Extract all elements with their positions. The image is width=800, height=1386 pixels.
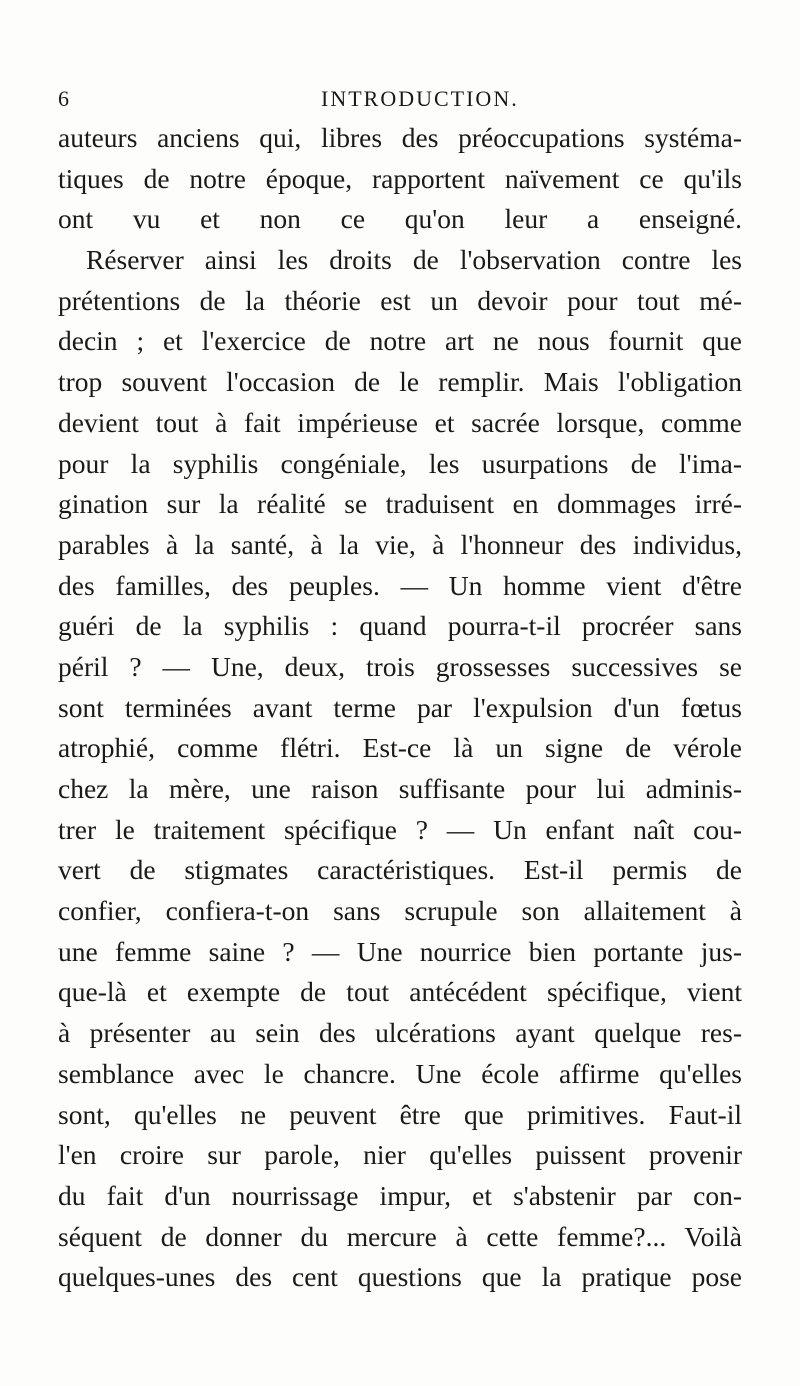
text-line: péril ? — Une, deux, trois grossesses successives se (58, 650, 742, 682)
text-line: sont terminées avant terme par l'expulsion d'un fœtus (58, 691, 742, 723)
text-line: gination sur la réalité se traduisent en dommages irré- (58, 488, 742, 520)
body-text (58, 118, 742, 1298)
text-line: pour la syphilis congéniale, les usurpations de l'ima- (58, 447, 742, 479)
text-line: prétentions de la théorie est un devoir pour tout mé- (58, 284, 742, 316)
text-line: du fait d'un nourrissage impur, et s'abstenir par con- (58, 1179, 742, 1211)
page-number: 6 (58, 86, 70, 111)
text-line: des familles, des peuples. — Un homme vient d'être (58, 569, 742, 601)
text-line: guéri de la syphilis : quand pourra-t-il procréer sans (58, 610, 742, 642)
text-line: à présenter au sein des ulcérations ayant quelque res- (58, 1017, 742, 1049)
text-line: auteurs anciens qui, libres des préoccupations systéma- (58, 122, 742, 153)
text-line: une femme saine ? — Une nourrice bien portante jus- (58, 935, 742, 967)
running-title: INTRODUCTION. (321, 86, 519, 111)
running-head (58, 86, 758, 116)
text-line: confier, confiera-t-on sans scrupule son allaitement à (58, 895, 742, 927)
text-line: l'en croire sur parole, nier qu'elles puissent provenir (58, 1139, 742, 1171)
text-line: semblance avec le chancre. Une école affirme qu'elles (58, 1057, 742, 1089)
text-line: sont, qu'elles ne peuvent être que primitives. Faut-il (58, 1098, 742, 1130)
text-line: decin ; et l'exercice de notre art ne nous fournit que (58, 325, 742, 357)
text-line: quelques-unes des cent questions que la pratique pose (58, 1261, 742, 1293)
text-line: Réserver ainsi les droits de l'observation contre les (86, 244, 742, 276)
text-line: devient tout à fait impérieuse et sacrée lorsque, comme (58, 406, 742, 438)
text-line: chez la mère, une raison suffisante pour lui adminis- (58, 773, 742, 804)
text-line: trop souvent l'occasion de le remplir. Mais l'obligation (58, 366, 742, 398)
text-line: séquent de donner du mercure à cette femme?... Voilà (58, 1220, 742, 1252)
text-line: trer le traitement spécifique ? — Un enfant naît cou- (58, 813, 742, 845)
text-line: atrophié, comme flétri. Est-ce là un signe de vérole (58, 732, 742, 764)
text-line: tiques de notre époque, rapportent naïvement ce qu'ils (58, 162, 742, 194)
text-line: que-là et exempte de tout antécédent spécifique, vient (58, 976, 742, 1008)
text-line: parables à la santé, à la vie, à l'honneur des individus, (58, 528, 742, 560)
text-line: vert de stigmates caractéristiques. Est-il permis de (58, 854, 742, 886)
text-line: ont vu et non ce qu'on leur a enseigné. (58, 203, 742, 235)
